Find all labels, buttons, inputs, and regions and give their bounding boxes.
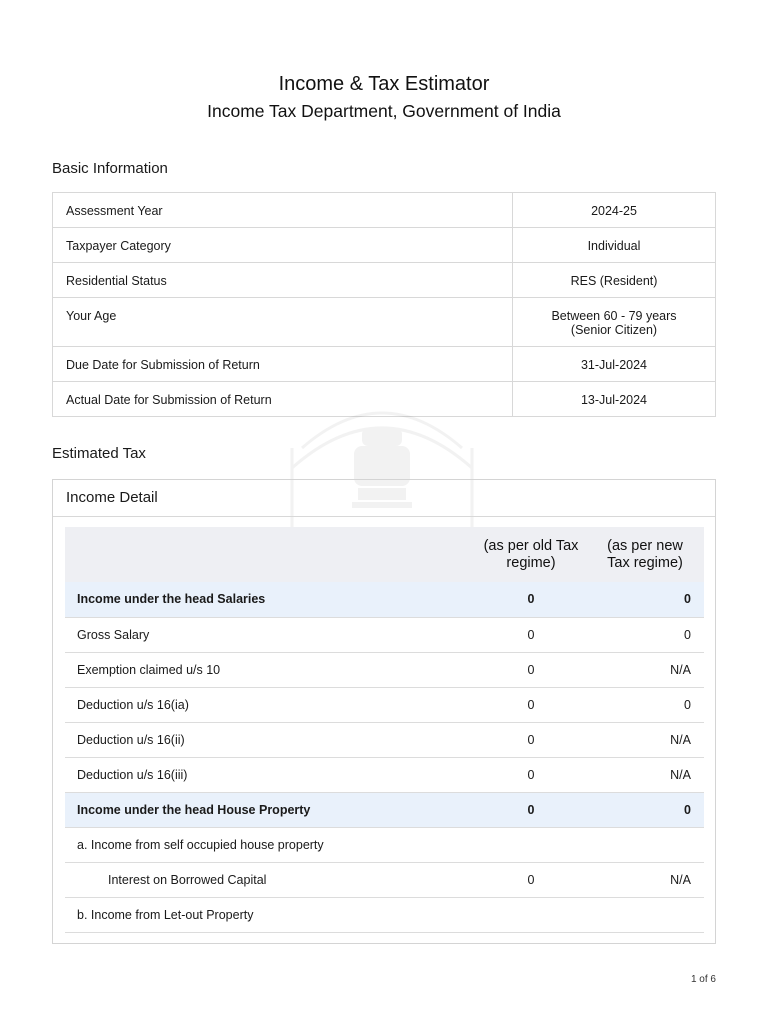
table-row [53,347,716,382]
row-label: Gross Salary [65,617,476,652]
residential-status-value [513,263,716,298]
your-age-value [513,298,716,347]
table-row [53,228,716,263]
your-age-value-line1: Between 60 - 79 years [551,309,677,323]
new-regime-value [586,897,704,932]
page-subtitle: Income Tax Department, Government of India [207,101,561,121]
actual-date-value [513,382,716,417]
table-row [53,193,716,228]
row-label: Exemption claimed u/s 10 [65,652,476,687]
basic-information-table [52,192,716,417]
old-regime-value: 0 [476,617,586,652]
estimated-tax-heading: Estimated Tax [52,445,146,462]
old-regime-header-line2: regime) [506,554,556,571]
old-regime-value: 0 [476,687,586,722]
income-detail-table [65,527,704,933]
actual-date-label: Actual Date for Submission of Return [53,382,513,417]
assessment-year-value-text: 2024-25 [591,204,637,218]
new-regime-value: N/A [586,757,704,792]
table-row [65,652,704,687]
new-regime-value: 0 [586,582,704,617]
your-age-label: Your Age [53,298,513,347]
old-regime-value: 0 [476,757,586,792]
table-row [65,582,704,617]
old-regime-column-header [476,527,586,582]
new-regime-value: N/A [586,722,704,757]
assessment-year-label: Assessment Year [53,193,513,228]
new-regime-value: 0 [586,687,704,722]
table-row [65,862,704,897]
new-regime-value: 0 [586,617,704,652]
taxpayer-category-label: Taxpayer Category [53,228,513,263]
table-row [65,792,704,827]
income-detail-panel [52,479,716,944]
table-header-row [65,527,704,582]
row-label: Income under the head Salaries [65,582,476,617]
description-column-header [65,527,476,582]
old-regime-value: 0 [476,792,586,827]
new-regime-value [586,827,704,862]
row-label: b. Income from Let-out Property [65,897,476,932]
income-detail-title: Income Detail [53,480,715,517]
old-regime-value [476,827,586,862]
due-date-label: Due Date for Submission of Return [53,347,513,382]
due-date-value [513,347,716,382]
taxpayer-category-value [513,228,716,263]
old-regime-value: 0 [476,862,586,897]
residential-status-value-text: RES (Resident) [570,274,658,288]
old-regime-value: 0 [476,722,586,757]
new-regime-header-line1: (as per new [607,537,683,554]
old-regime-value: 0 [476,652,586,687]
basic-information-heading: Basic Information [52,160,168,177]
new-regime-value: 0 [586,792,704,827]
row-label: Deduction u/s 16(ia) [65,687,476,722]
new-regime-value: N/A [586,862,704,897]
new-regime-header-line2: Tax regime) [607,554,683,571]
actual-date-value-text: 13-Jul-2024 [580,393,647,407]
row-label: Deduction u/s 16(ii) [65,722,476,757]
page-title: Income & Tax Estimator [278,73,490,95]
row-label: Deduction u/s 16(iii) [65,757,476,792]
table-row [65,687,704,722]
table-row [65,757,704,792]
row-label: Interest on Borrowed Capital [65,862,476,897]
page-header [0,72,768,122]
new-regime-column-header [586,527,704,582]
table-row [53,298,716,347]
page-indicator: 1 of 6 [690,974,716,985]
assessment-year-value [513,193,716,228]
table-row [65,617,704,652]
table-row [65,897,704,932]
row-label: Income under the head House Property [65,792,476,827]
new-regime-value: N/A [586,652,704,687]
residential-status-label: Residential Status [53,263,513,298]
row-label: a. Income from self occupied house property [65,827,476,862]
old-regime-value: 0 [476,582,586,617]
due-date-value-text: 31-Jul-2024 [580,358,647,372]
old-regime-value [476,897,586,932]
your-age-value-line2: (Senior Citizen) [570,323,658,337]
taxpayer-category-value-text: Individual [587,239,641,253]
table-row [53,382,716,417]
table-row [65,827,704,862]
table-row [53,263,716,298]
old-regime-header-line1: (as per old Tax [483,537,579,554]
table-row [65,722,704,757]
